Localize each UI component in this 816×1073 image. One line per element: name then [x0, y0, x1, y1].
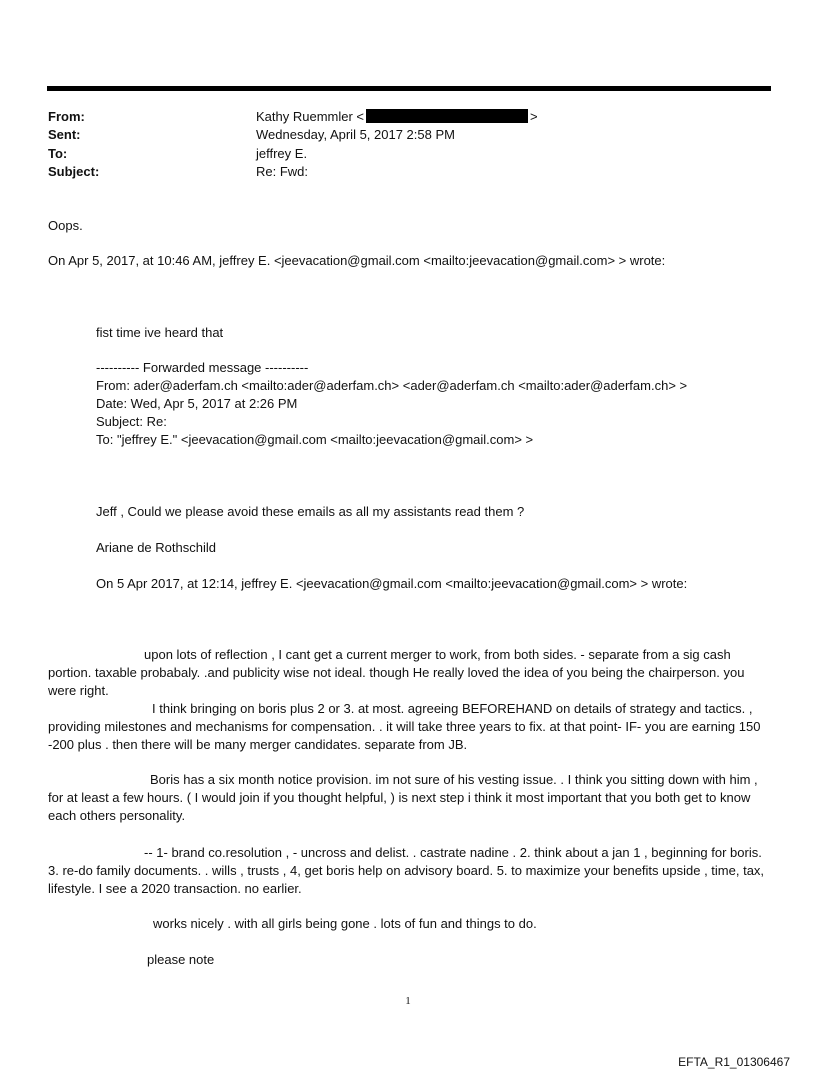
fist-time-line: fist time ive heard that: [96, 325, 224, 340]
paragraph-3: [48, 771, 770, 825]
forward-marker: ---------- Forwarded message ----------: [96, 360, 309, 375]
page-number: 1: [405, 995, 411, 1007]
sent-label: Sent:: [48, 127, 81, 142]
redaction-box: [366, 109, 528, 123]
forward-from: From: ader@aderfam.ch <mailto:ader@aderfam.ch> <ader@aderfam.ch <mailto:ader@aderfam.ch> >: [96, 378, 688, 393]
paragraph-3-text: Boris has a six month notice provision. im not sure of his vesting issue. . I think you sitting down with him , for at least a few hours. ( I would join if you thought helpful, ) is next step i think it most important that you both get to know each others personality.: [48, 772, 758, 823]
forward-to: To: "jeffrey E." <jeevacation@gmail.com <mailto:jeevacation@gmail.com> >: [96, 432, 534, 447]
paragraph-1: [48, 646, 770, 700]
header-rule: [47, 86, 771, 91]
paragraph-2: [48, 700, 770, 754]
paragraph-4-text: -- 1- brand co.resolution , - uncross and delist. . castrate nadine . 2. think about a jan 1 , beginning for boris. 3. re-do family documents. . wills , trusts , 4, get boris help on advisory board. 5. to maximize your benefits upside , time, tax, lifestyle. I see a 2020 transaction. no earlier.: [48, 845, 765, 896]
from-end: >: [530, 109, 538, 124]
subject-label: Subject:: [48, 164, 100, 179]
paragraph-2-text: I think bringing on boris plus 2 or 3. at most. agreeing BEFOREHAND on details of strategy and tactics. , providing milestones and mechanisms for compensation. . it will take three years to fix. at that point- IF- you are earning 150 -200 plus . then there will be many merger candidates. separate from JB.: [48, 701, 761, 752]
to-value: jeffrey E.: [256, 146, 308, 161]
quoted-header-line: On 5 Apr 2017, at 12:14, jeffrey E. <jeevacation@gmail.com <mailto:jeevacation@gmail.com> > wrote:: [96, 576, 688, 591]
works-nicely-line: works nicely . with all girls being gone . lots of fun and things to do.: [153, 916, 537, 931]
signature: Ariane de Rothschild: [96, 540, 216, 555]
to-label: To:: [48, 146, 68, 161]
paragraph-1-text: upon lots of reflection , I cant get a current merger to work, from both sides. - separate from a sig cash portion. taxable probabaly. .and publicity wise not ideal. though He really loved the idea of you being the chairperson. you were right.: [48, 647, 745, 698]
please-note-line: please note: [147, 952, 215, 967]
from-label: From:: [48, 109, 85, 124]
from-value: [256, 108, 538, 126]
paragraph-4: [48, 844, 770, 898]
forward-subject: Subject: Re:: [96, 414, 167, 429]
oops-line: Oops.: [48, 218, 83, 233]
sent-value: Wednesday, April 5, 2017 2:58 PM: [256, 127, 455, 142]
subject-value: Re: Fwd:: [256, 164, 309, 179]
from-name: Kathy Ruemmler <: [256, 109, 365, 124]
forward-date: Date: Wed, Apr 5, 2017 at 2:26 PM: [96, 396, 298, 411]
bates-number: EFTA_R1_01306467: [678, 1055, 790, 1069]
reply-header-line: On Apr 5, 2017, at 10:46 AM, jeffrey E. <jeevacation@gmail.com <mailto:jeevacation@gmail.com> > wrote:: [48, 253, 666, 268]
request-line: Jeff , Could we please avoid these emails as all my assistants read them ?: [96, 504, 525, 519]
